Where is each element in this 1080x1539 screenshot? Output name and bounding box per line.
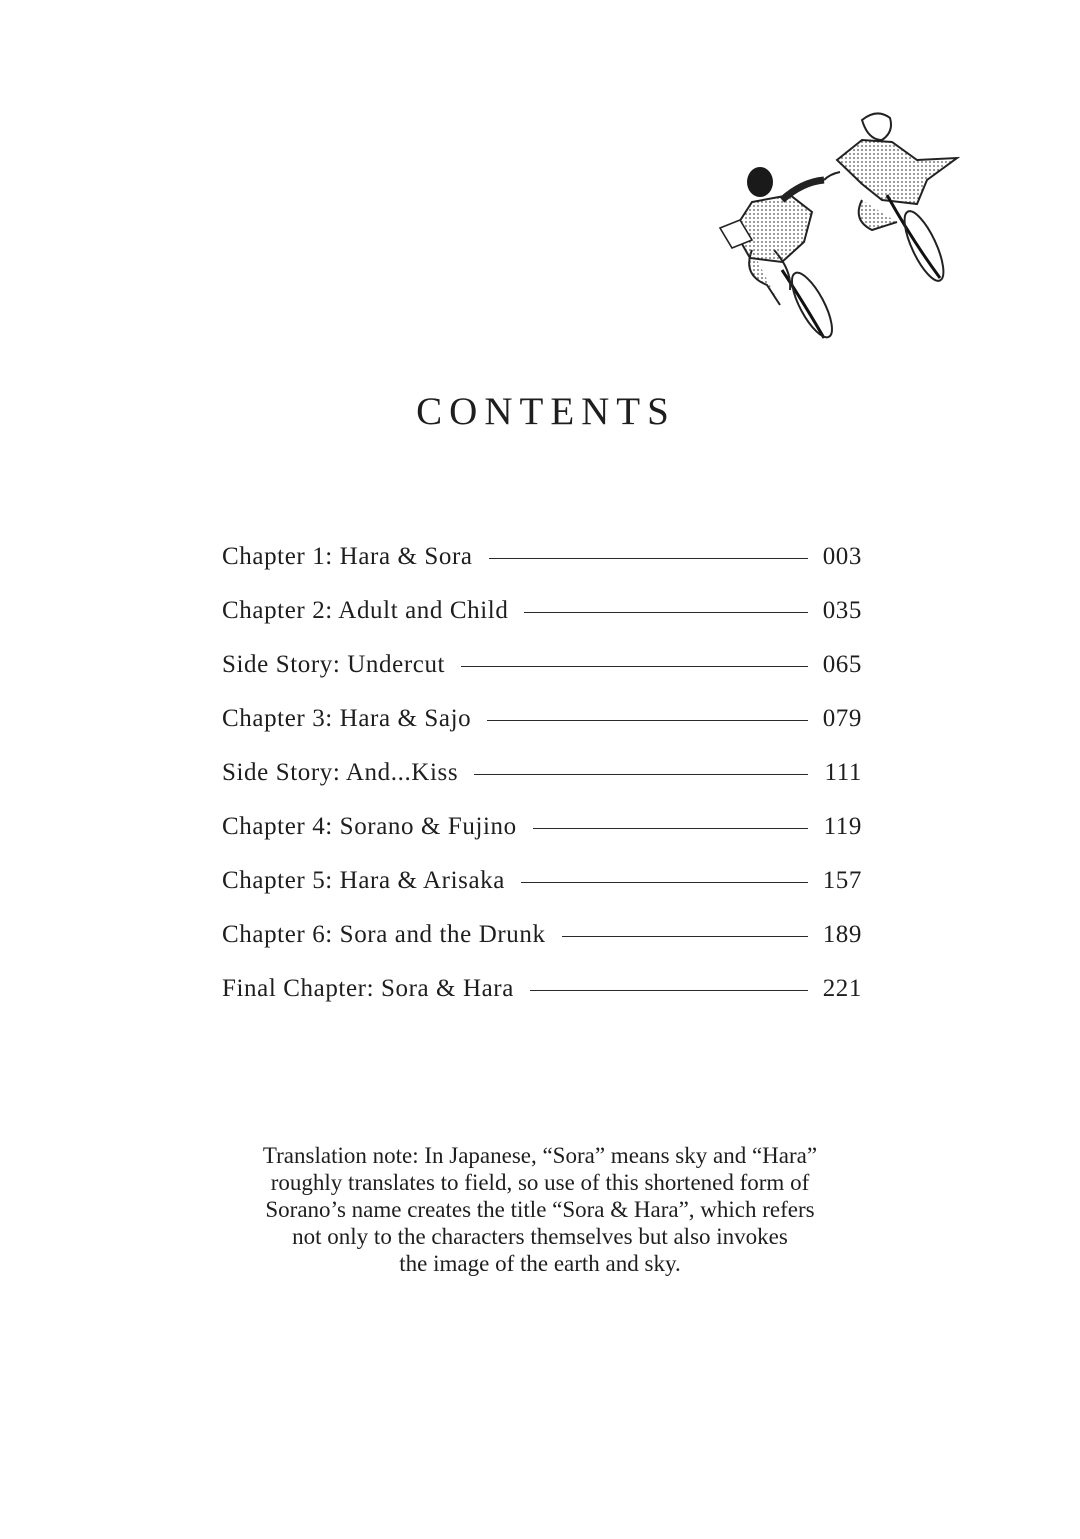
toc-entry-title: Side Story: Undercut bbox=[222, 651, 446, 678]
toc-entry-title: Chapter 4: Sorano & Fujino bbox=[222, 813, 517, 840]
toc-entry-title: Final Chapter: Sora & Hara bbox=[222, 975, 514, 1002]
toc-entry[interactable] bbox=[222, 854, 862, 908]
toc-entry-title: Chapter 1: Hara & Sora bbox=[222, 543, 473, 570]
toc-entry-page: 189 bbox=[822, 921, 862, 948]
cyclists-holding-hands-icon bbox=[712, 100, 962, 350]
toc-entry-page: 111 bbox=[824, 759, 862, 786]
toc-entry-page: 035 bbox=[822, 597, 862, 624]
translation-note-line: Translation note: In Japanese, “Sora” means sky and “Hara” bbox=[262, 1143, 818, 1168]
toc-entry[interactable] bbox=[222, 800, 862, 854]
toc-entry[interactable] bbox=[222, 584, 862, 638]
toc-entry[interactable] bbox=[222, 530, 862, 584]
toc-entry[interactable] bbox=[222, 638, 862, 692]
toc-leader-line bbox=[530, 990, 808, 991]
toc-entry-title: Chapter 6: Sora and the Drunk bbox=[222, 921, 546, 948]
toc-leader-line bbox=[562, 936, 808, 937]
translation-note-line: the image of the earth and sky. bbox=[399, 1251, 681, 1276]
toc-leader-line bbox=[489, 558, 808, 559]
toc-entry-page: 221 bbox=[822, 975, 862, 1002]
toc-leader-line bbox=[461, 666, 808, 667]
toc-leader-line bbox=[487, 720, 808, 721]
toc-entry[interactable] bbox=[222, 908, 862, 962]
toc-entry-page: 157 bbox=[822, 867, 862, 894]
translation-note-line: not only to the characters themselves but also invokes bbox=[292, 1224, 788, 1249]
toc-entry-title: Side Story: And...Kiss bbox=[222, 759, 459, 786]
translation-note-line: Sorano’s name creates the title “Sora & Hara”, which refers bbox=[265, 1197, 815, 1222]
toc-entry-page: 065 bbox=[822, 651, 862, 678]
page-title: CONTENTS bbox=[416, 390, 676, 433]
toc-entry-title: Chapter 2: Adult and Child bbox=[222, 597, 509, 624]
toc-leader-line bbox=[533, 828, 808, 829]
toc-leader-line bbox=[524, 612, 808, 613]
toc-entry-title: Chapter 3: Hara & Sajo bbox=[222, 705, 472, 732]
toc-entry-page: 119 bbox=[823, 813, 862, 840]
translation-note bbox=[180, 1142, 900, 1277]
toc-entry[interactable] bbox=[222, 692, 862, 746]
translation-note-line: roughly translates to field, so use of this shortened form of bbox=[270, 1170, 810, 1195]
toc-entry[interactable] bbox=[222, 746, 862, 800]
toc-entry-page: 003 bbox=[822, 543, 862, 570]
toc-entry-page: 079 bbox=[822, 705, 862, 732]
toc-entry[interactable] bbox=[222, 962, 862, 1016]
toc-entry-title: Chapter 5: Hara & Arisaka bbox=[222, 867, 505, 894]
table-of-contents bbox=[222, 530, 862, 1016]
toc-leader-line bbox=[474, 774, 808, 775]
toc-leader-line bbox=[521, 882, 808, 883]
cyclists-illustration bbox=[712, 100, 962, 350]
